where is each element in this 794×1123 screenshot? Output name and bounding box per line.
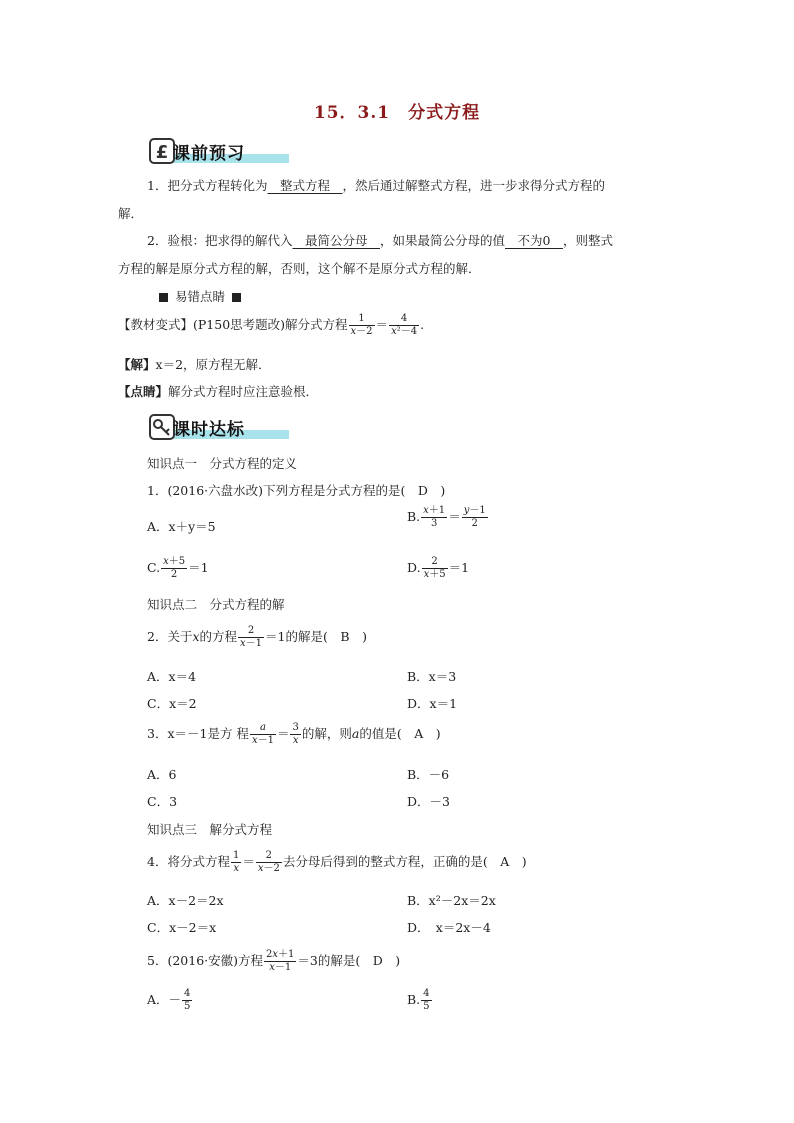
q3-stem: 3．x＝－1是方 程 $\frac{a}{x-1}$ ＝ $\frac{3}{x}$ 的解，则a的值是( A ): [147, 722, 441, 746]
error-tips-heading: 易错点睛: [156, 287, 244, 305]
q2-option-d: D．x＝1: [407, 696, 458, 711]
q1-stem: 1．(2016·六盘水改)下列方程是分式方程的是( D ): [147, 483, 446, 498]
q1-option-a: A．x＋y＝5: [147, 519, 216, 534]
answer-blank: 整式方程: [267, 178, 343, 193]
q1-option-b: B. $\frac{x+1}{3}$ ＝ $\frac{y-1}{2}$: [407, 505, 486, 529]
section-title-preview: 课前预习: [173, 144, 245, 164]
fraction: $\frac{1}{x}$: [232, 850, 240, 874]
svg-text:£: £: [155, 142, 169, 163]
q5-stem: 5．(2016·安徽)方程 $\frac{2x+1}{x-1}$ ＝3的解是( D ): [147, 949, 401, 973]
fraction: $\frac{2x+1}{x-1}$: [266, 949, 295, 973]
section-title-class: 课时达标: [173, 420, 245, 440]
q3-option-a: A．6: [147, 767, 177, 782]
q2-option-a: A．x＝4: [147, 669, 197, 684]
solution-line: 【解】x＝2，原方程无解．: [118, 357, 271, 372]
fraction: $\frac{1}{x-2}$: [350, 313, 373, 337]
fraction: $\frac{2}{x-1}$: [240, 625, 263, 649]
fraction: $\frac{2}{x+5}$: [423, 556, 446, 580]
preview-q1-line1: 1．把分式方程转化为 整式方程 ，然后通过解整式方程，进一步求得分式方程的: [147, 178, 605, 193]
section-header-preview: [147, 136, 307, 166]
q4-option-a: A．x－2＝2x: [147, 893, 224, 908]
q1-option-d: D. $\frac{2}{x+5}$ ＝1: [407, 556, 470, 580]
q3-option-c: C．3: [147, 794, 178, 809]
knowledge-point-2: 知识点二 分式方程的解: [147, 597, 285, 612]
fraction: $\frac{4}{5}$: [423, 988, 430, 1012]
fraction: $\frac{4}{5}$: [184, 988, 191, 1012]
fraction: $\frac{2}{x-2}$: [257, 850, 280, 874]
square-bullet-icon: [232, 293, 241, 302]
knowledge-point-1: 知识点一 分式方程的定义: [147, 456, 298, 471]
q5-option-a: A．－ $\frac{4}{5}$: [147, 988, 191, 1012]
q2-stem: 2．关于x的方程 $\frac{2}{x-1}$ ＝1的解是( B ): [147, 625, 367, 649]
knowledge-point-3: 知识点三 解分式方程: [147, 822, 273, 837]
tip-line: 【点睛】解分式方程时应注意验根．: [118, 384, 319, 399]
fraction: $\frac{x+1}{3}$: [423, 505, 446, 529]
q3-option-d: D．－3: [407, 794, 450, 809]
q2-option-b: B．x＝3: [407, 669, 457, 684]
preview-q1-line2: 解．: [118, 206, 144, 221]
q5-option-b: B. $\frac{4}{5}$: [407, 988, 430, 1012]
fraction: $\frac{x+5}{2}$: [163, 556, 186, 580]
q1-option-c: C. $\frac{x+5}{2}$ ＝1: [147, 556, 209, 580]
answer-blank: 不为0: [505, 233, 563, 248]
preview-q2-line1: 2．验根：把求得的解代入 最简公分母 ，如果最简公分母的值 不为0 ，则整式: [147, 233, 613, 248]
answer-blank: 最简公分母: [292, 233, 380, 248]
textbook-variant: 【教材变式】(P150思考题改)解分式方程 $\frac{1}{x-2}$ ＝ $\frac{4}{\text{x²－4}}$ .: [118, 313, 425, 337]
preview-q2-line2: 方程的解是原分式方程的解，否则，这个解不是原分式方程的解．: [118, 261, 481, 276]
page-title: 15．3.1 分式方程: [313, 103, 481, 123]
section-header-class: [147, 412, 307, 442]
fraction: $\frac{y-1}{2}$: [463, 505, 486, 529]
fraction: $\frac{4}{\text{x²－4}}$: [391, 313, 418, 337]
q4-stem: 4．将分式方程 $\frac{1}{x}$ ＝ $\frac{2}{x-2}$ 去分母后得到的整式方程，正确的是( A ): [147, 850, 527, 874]
q4-option-d: D． x＝2x－4: [407, 920, 491, 935]
q4-option-c: C．x－2＝x: [147, 920, 217, 935]
q3-option-b: B．－6: [407, 767, 450, 782]
fraction: $\frac{3}{x}$: [292, 722, 299, 746]
q4-option-b: B．x²－2x＝2x: [407, 893, 496, 908]
q2-option-c: C．x＝2: [147, 696, 197, 711]
fraction: $\frac{a}{x-1}$: [251, 722, 274, 746]
square-bullet-icon: [159, 293, 168, 302]
